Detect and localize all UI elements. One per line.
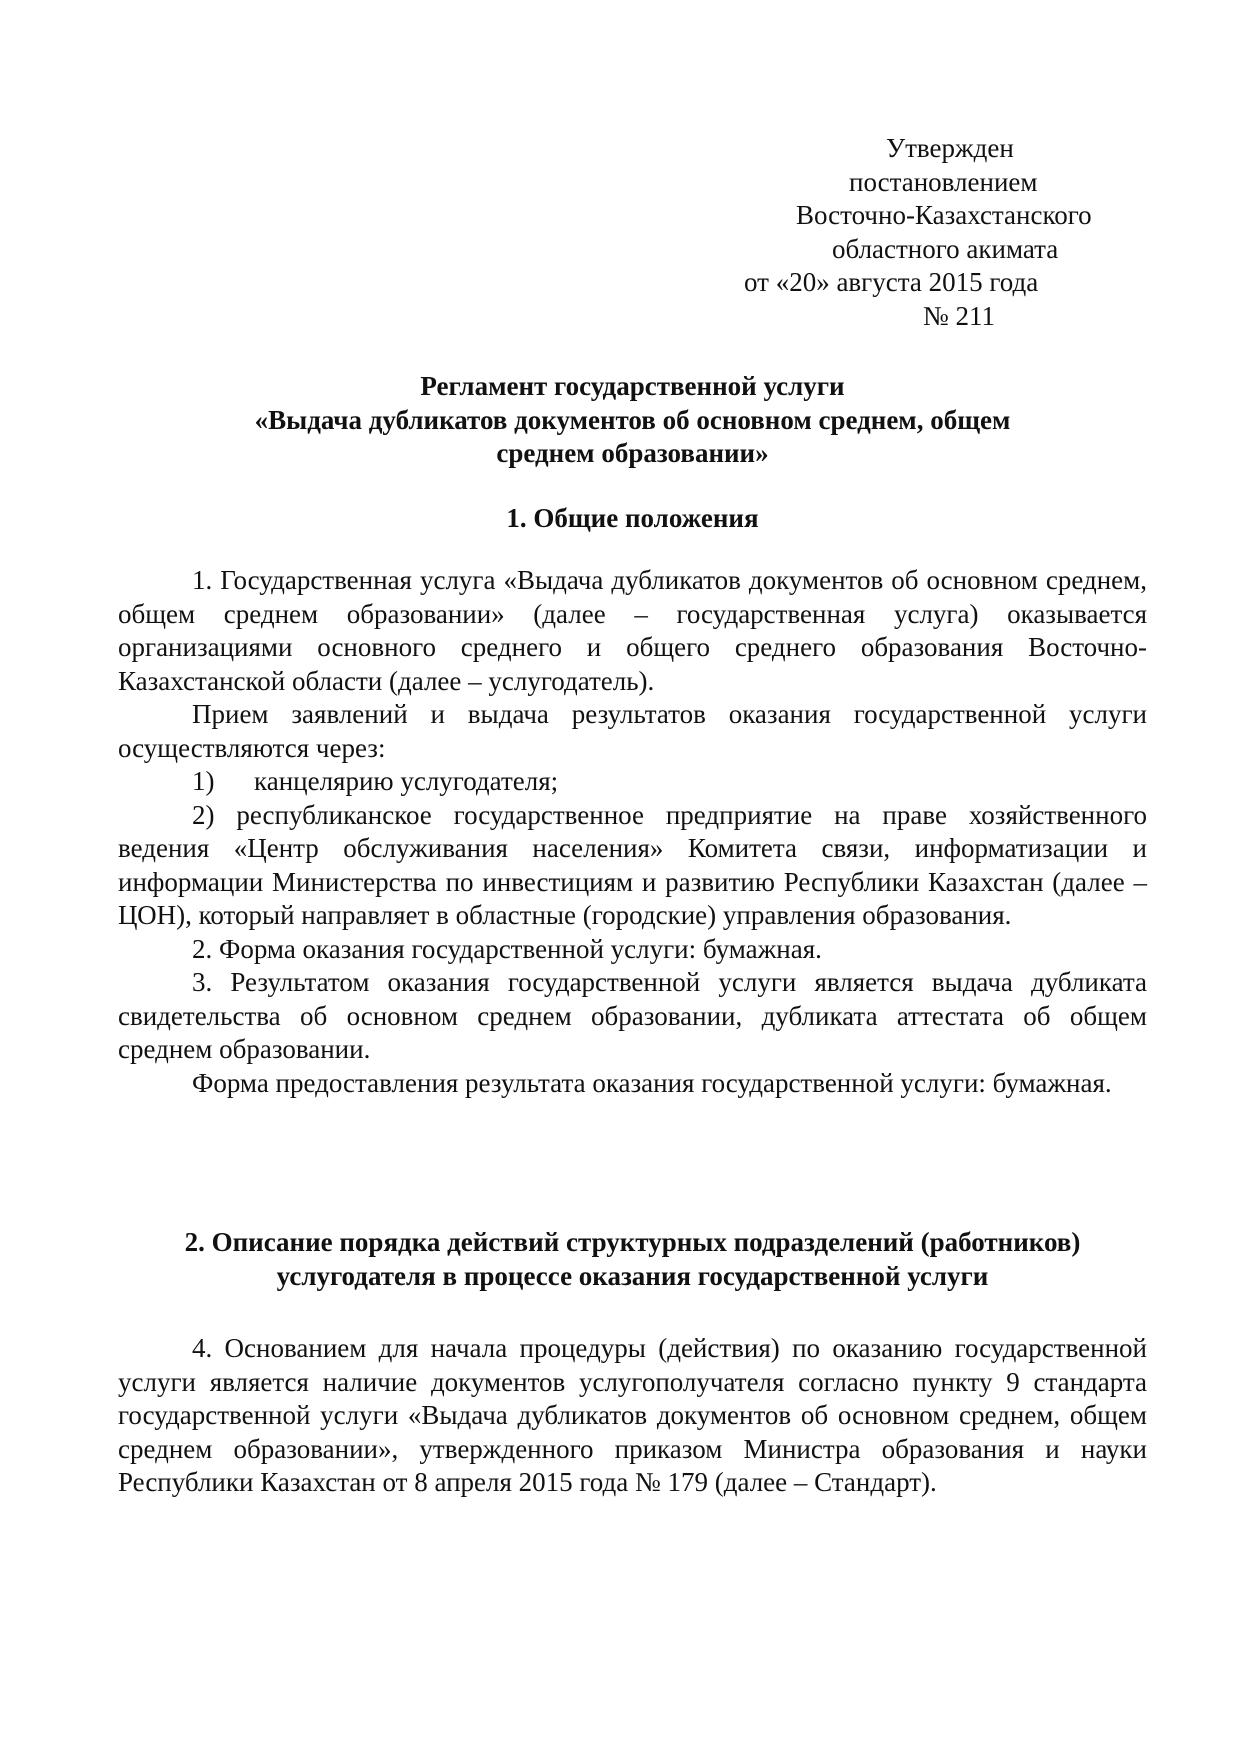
approval-number: № 211 [923,300,996,331]
paragraph: Форма предоставления результата оказания государственной услуги: бумажная. [192,1067,1112,1098]
list-item-number: 1) [192,766,215,796]
title-line: «Выдача дубликатов документов об основном среднем, общем [254,404,1011,435]
paragraph: 1. Государственная услуга «Выдача дубликатов документов об основном среднем, общем среднем образовании» (далее – государственная услуга) оказывается организациями основного среднего и общего среднего образования Восточно-Казахстанской области (далее – услугодатель). [118,565,1147,696]
heading-line: 2. Описание порядка действий структурных подразделений (работников) [184,1227,1081,1257]
approval-line: постановлением [849,166,1038,197]
approval-line: областного акимата [832,233,1059,264]
approval-line: Восточно-Казахстанского [796,200,1092,230]
section-2-heading [118,1226,1147,1293]
paragraph: 2. Форма оказания государственной услуги: бумажная. [192,933,822,964]
title-line: среднем образовании» [496,438,769,468]
section-2-body [118,1332,1147,1500]
list-item [118,765,1147,799]
approval-line: Утвержден [886,133,1014,163]
document-title [118,370,1147,471]
title-line: Регламент государственной услуги [420,371,845,401]
paragraph: 2) республиканское государственное предприятие на праве хозяйственного ведения «Центр обслуживания населения» Комитета связи, информатизации и информации Министерства по инвестициям и развитию Республики Казахстан (далее – ЦОН), который направляет в областные (городские) управления образования. [118,799,1147,930]
paragraph: Прием заявлений и выдача результатов оказания государственной услуги осуществляются через: [118,699,1147,763]
paragraph: 3. Результатом оказания государственной услуги является выдача дубликата свидетельства об основном среднем образовании, дубликата аттестата об общем среднем образовании. [118,967,1147,1064]
approval-date: от «20» августа 2015 года [744,267,1039,297]
list-item-text: канцелярию услугодателя; [254,766,559,796]
heading-line: услугодателя в процессе оказания государственной услуги [276,1260,989,1291]
section-1-body [118,564,1147,1100]
paragraph: 4. Основанием для начала процедуры (действия) по оказанию государственной услуги является наличие документов услугополучателя согласно пункту 9 стандарта государственной услуги «Выдача дубликатов документов об основном среднем, общем среднем образовании», утвержденного приказом Министра образования и науки Республики Казахстан от 8 апреля 2015 года № 179 (далее – Стандарт). [118,1333,1147,1497]
section-1-heading: 1. Общие положения [506,503,759,533]
approval-stamp-block [700,132,1160,333]
